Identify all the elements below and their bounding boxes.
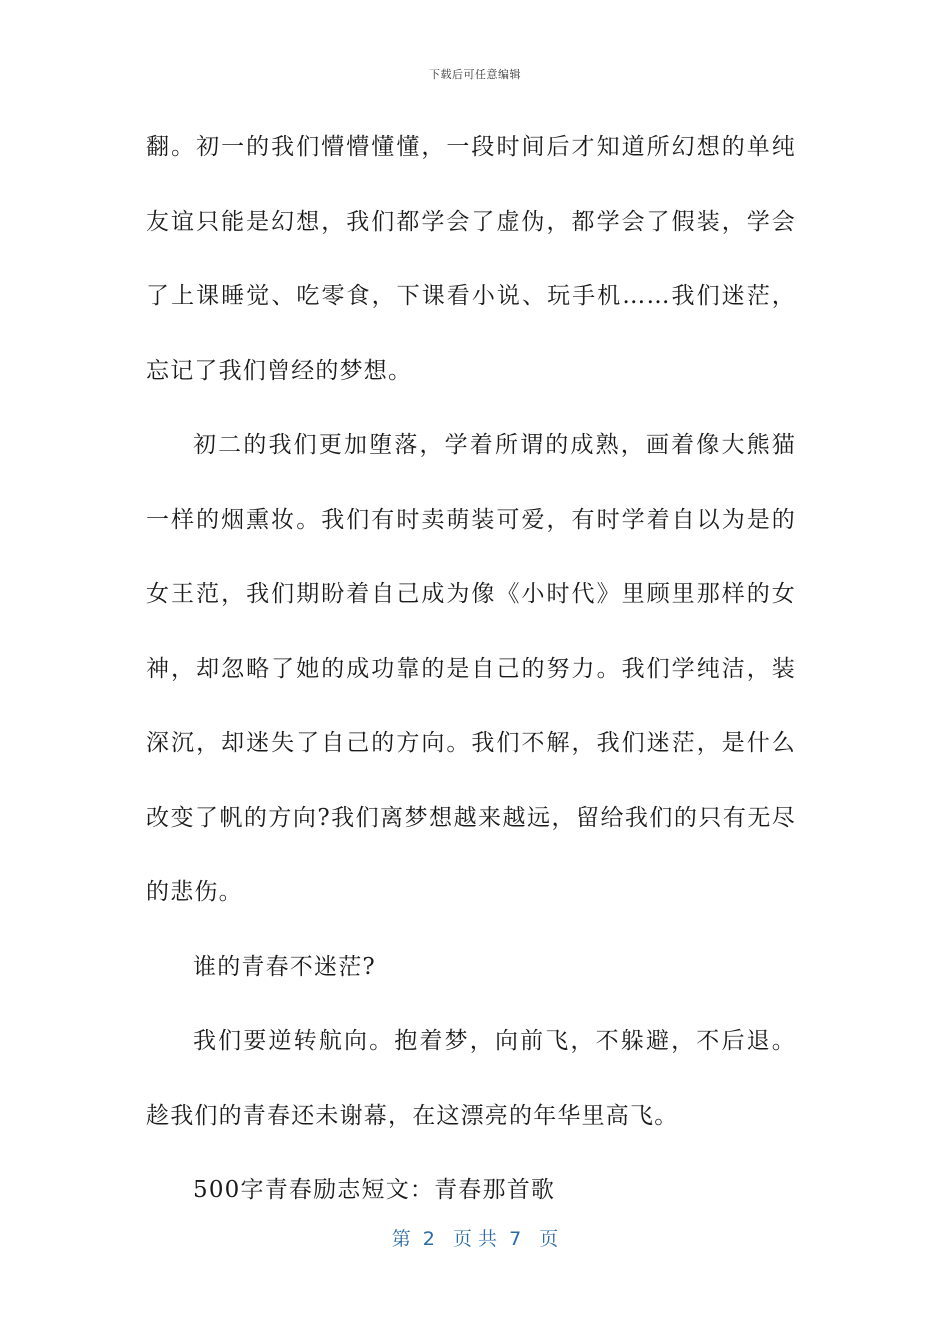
paragraph-question: 谁的青春不迷茫? — [193, 953, 376, 980]
paragraph-reverse-course: 我们要逆转航向。抱着梦，向前飞，不躲避，不后退。趁我们的青春还未谢幕，在这漂亮的年华里高飞。 — [146, 1028, 796, 1129]
document-body — [146, 110, 796, 1228]
paragraph-continued: 翻。初一的我们懵懵懂懂，一段时间后才知道所幻想的单纯友谊只能是幻想，我们都学会了虚伪，都学会了假装，学会了上课睡觉、吃零食，下课看小说、玩手机……我们迷茫，忘记了我们曾经的梦想。 — [146, 134, 796, 384]
section-title: 500字青春励志短文：青春那首歌 — [193, 1177, 556, 1203]
page-header: 下载后可任意编辑 — [429, 68, 521, 81]
paragraph-grade-two: 初二的我们更加堕落，学着所谓的成熟，画着像大熊猫一样的烟熏妆。我们有时卖萌装可爱，有时学着自以为是的女王范，我们期盼着自己成为像《小时代》里顾里那样的女神，却忽略了她的成功靠的是自己的努力。我们学纯洁，装深沉，却迷失了自己的方向。我们不解，我们迷茫，是什么改变了帆的方向?我们离梦想越来越远，留给我们的只有无尽的悲伤。 — [146, 432, 796, 905]
page-footer: 第 2 页 共 7 页 — [391, 1228, 559, 1250]
